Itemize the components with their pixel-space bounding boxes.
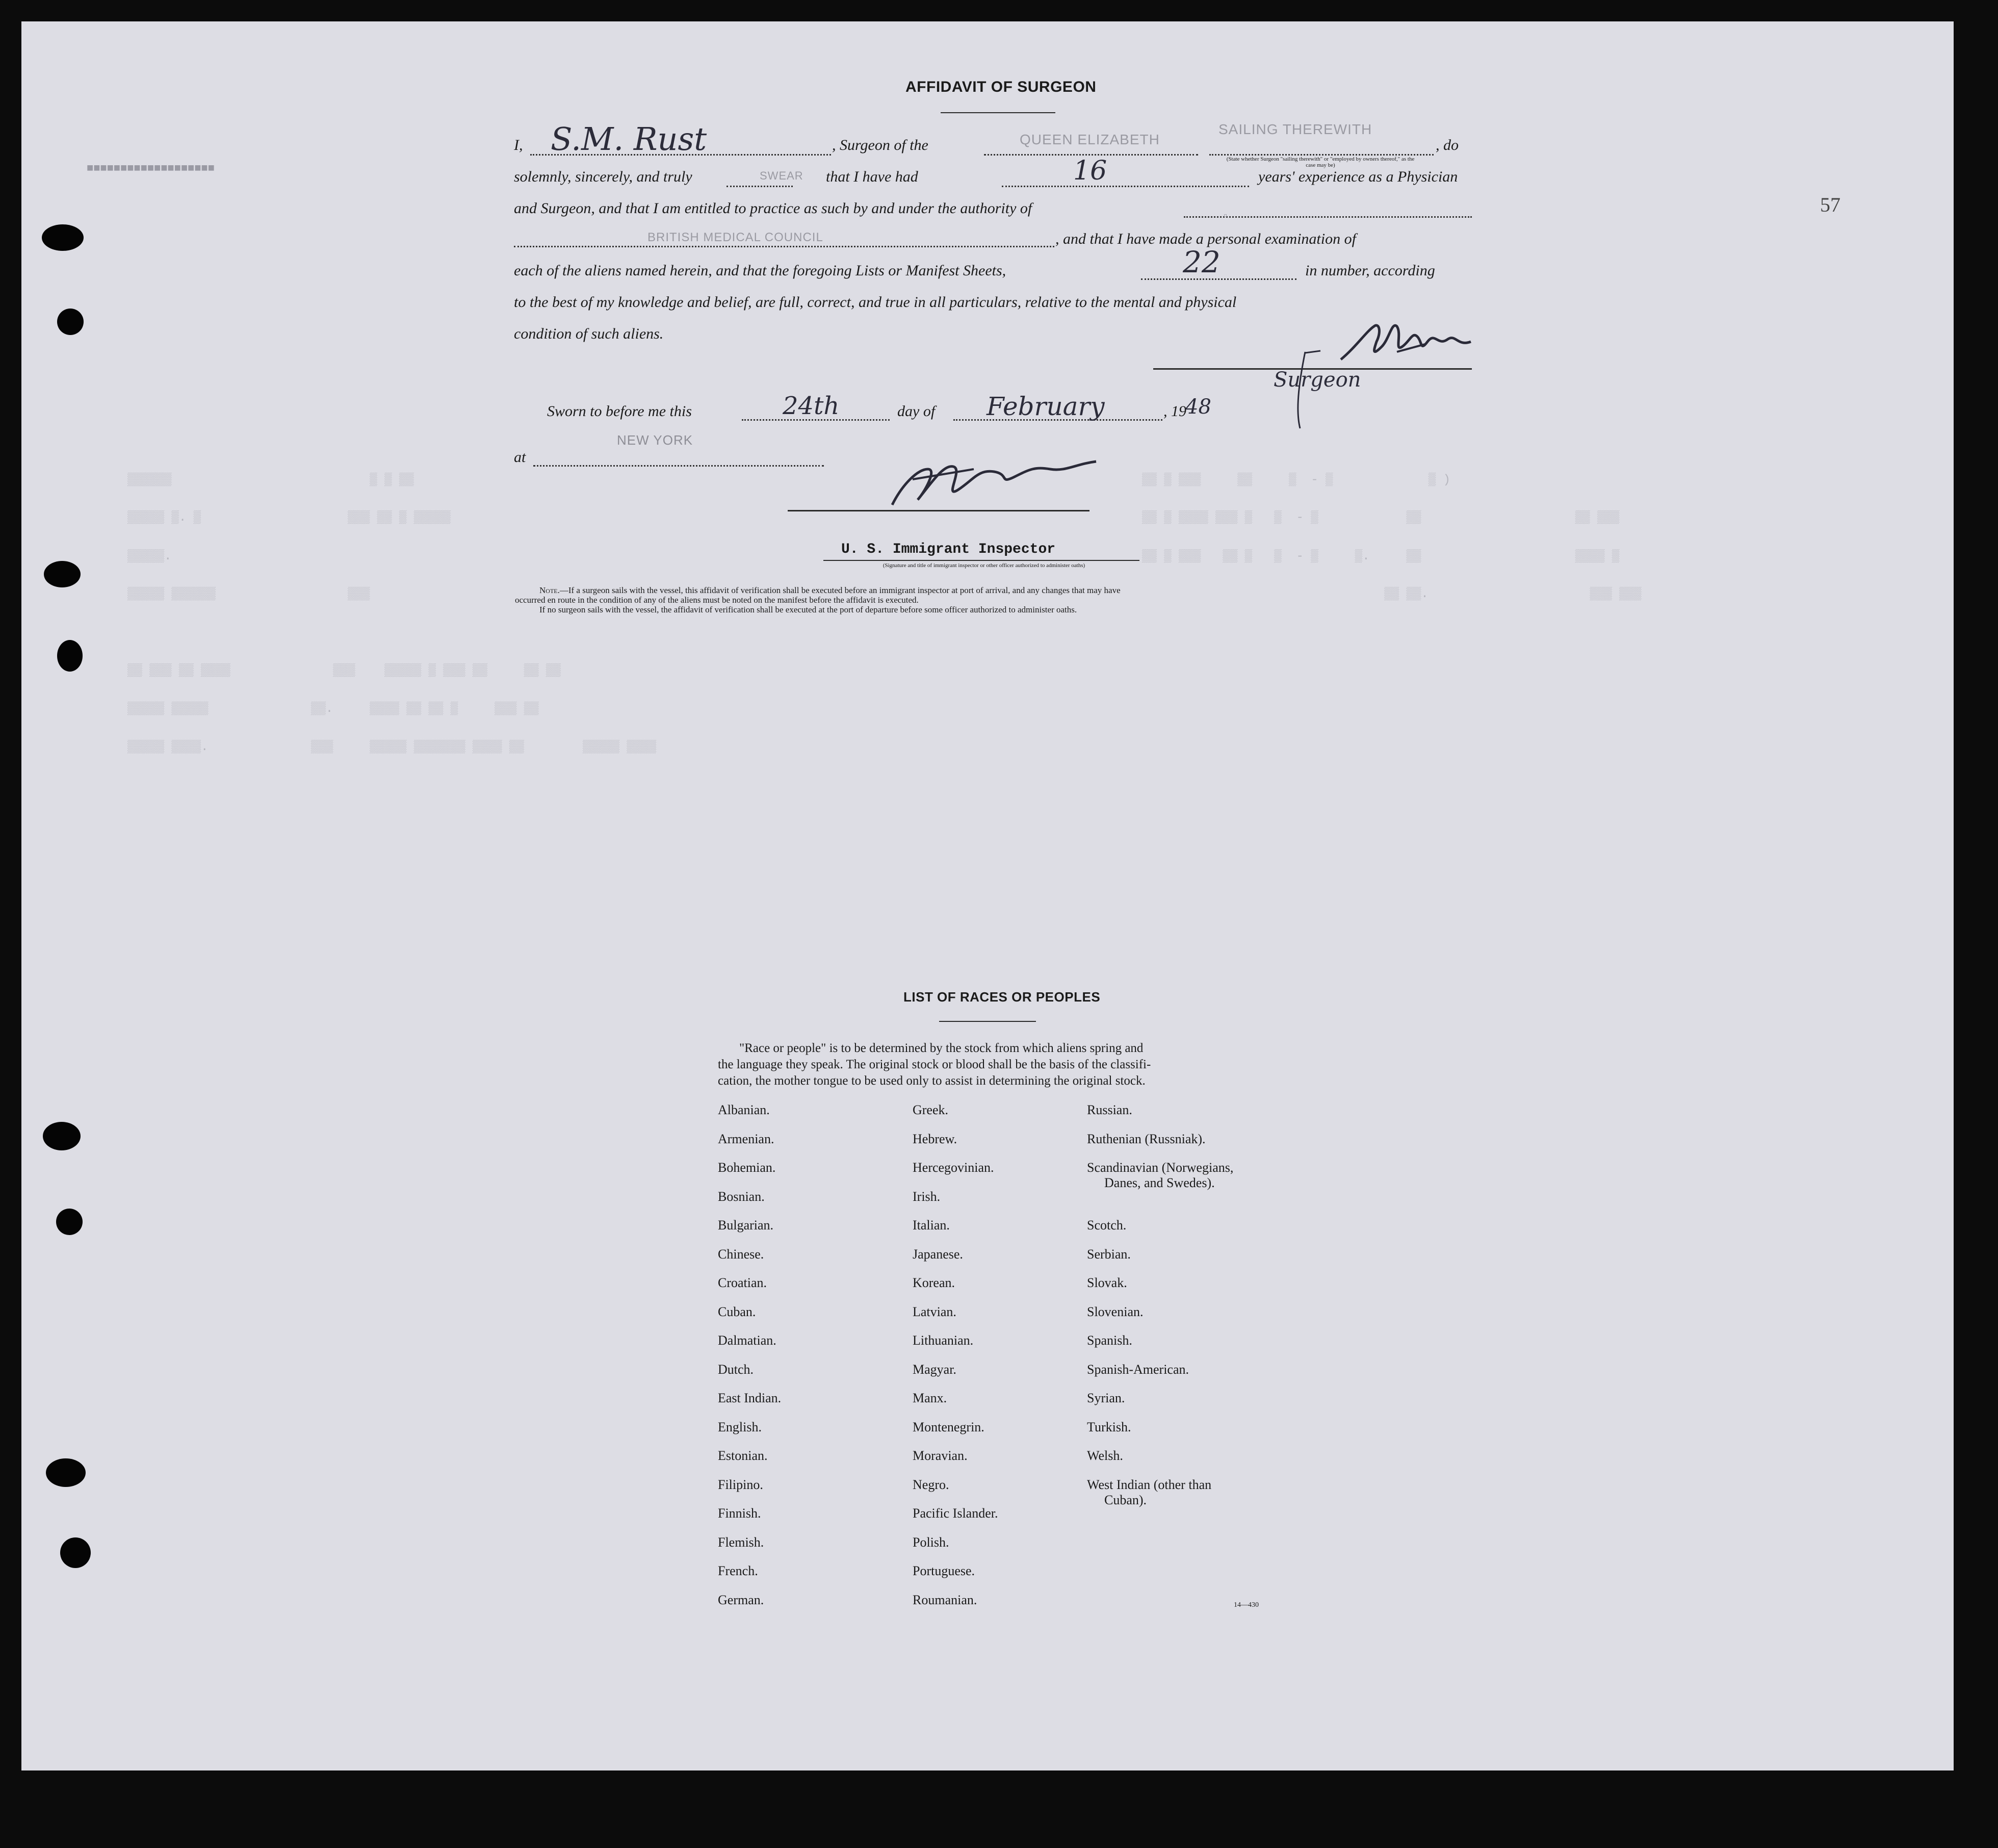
note-line-1 xyxy=(539,585,1121,595)
race-item: German. xyxy=(718,1592,764,1607)
race-item: Japanese. xyxy=(913,1246,963,1262)
year-handwritten: 48 xyxy=(1185,395,1211,419)
label-year-prefix: , 19 xyxy=(1163,403,1186,420)
label-do: , do xyxy=(1436,137,1459,153)
month-handwritten: February xyxy=(987,392,1105,421)
race-item: Hercegovinian. xyxy=(913,1160,994,1175)
inspector-signature xyxy=(882,449,1106,515)
race-item: Pacific Islander. xyxy=(913,1506,998,1521)
label-condition: condition of such aliens. xyxy=(514,325,664,342)
races-intro-1: "Race or people" is to be determined by the stock from which aliens spring and xyxy=(739,1041,1144,1055)
label-that-i-have-had: that I have had xyxy=(826,168,918,185)
race-item: Scandinavian (Norwegians, xyxy=(1087,1160,1234,1175)
race-item: Roumanian. xyxy=(913,1592,977,1607)
race-item: Spanish. xyxy=(1087,1333,1132,1348)
punch-hole xyxy=(46,1458,86,1487)
race-item: East Indian. xyxy=(718,1391,782,1405)
race-item: Armenian. xyxy=(718,1131,774,1146)
race-item: Danes, and Swedes). xyxy=(1104,1175,1215,1190)
bleed-stamp: ▫ xyxy=(1224,210,1228,221)
sailing-therewith-stamp: SAILING THEREWITH xyxy=(1218,121,1372,137)
title-underline xyxy=(941,112,1055,113)
race-item: Slovenian. xyxy=(1087,1304,1144,1319)
label-i: I, xyxy=(514,137,523,153)
note-label: Note. xyxy=(539,585,560,595)
bleed-through-row: ▒▒ ▒▒▒ ▒▒ ▒▒▒▒ ▒▒▒ ▒▒▒▒▒ ▒ ▒▒▒ ▒▒ ▒▒ ▒▒ xyxy=(127,664,561,678)
race-item: Portuguese. xyxy=(913,1563,975,1578)
punch-hole xyxy=(56,1209,83,1235)
race-item: Dutch. xyxy=(718,1362,754,1377)
bleed-through-row: ▒▒▒▒▒ ▒. ▒ ▒▒▒ ▒▒ ▒ ▒▒▒▒▒ xyxy=(127,511,451,525)
race-item: Welsh. xyxy=(1087,1448,1123,1463)
race-item: Dalmatian. xyxy=(718,1333,776,1348)
punch-hole xyxy=(57,309,84,335)
race-item: Ruthenian (Russniak). xyxy=(1087,1131,1206,1146)
race-item: Scotch. xyxy=(1087,1218,1127,1233)
race-item: Filipino. xyxy=(718,1477,763,1492)
inspector-caption-text: (Signature and title of immigrant inspector or other officer authorized to administer oaths) xyxy=(883,562,1085,569)
note-line-1-text: —If a surgeon sails with the vessel, this affidavit of verification shall be executed before an immigrant inspector at port of arrival, and any changes that may have xyxy=(559,585,1121,595)
label-surgeon-of-the: , Surgeon of the xyxy=(832,137,928,153)
inspector-signature-line xyxy=(788,510,1089,511)
race-item: Flemish. xyxy=(718,1534,764,1550)
sailing-field-line xyxy=(1209,154,1434,156)
races-title: LIST OF RACES OR PEOPLES xyxy=(903,989,1101,1005)
punch-hole xyxy=(57,640,83,672)
bleed-through-row: ▒▒ ▒ ▒▒▒▒ ▒▒▒ ▒ ▒ - ▒ ▒▒ ▒▒ ▒▒▒ xyxy=(1142,511,1620,525)
label-and-that: , and that I have made a personal examination of xyxy=(1055,230,1356,247)
swear-stamp: SWEAR xyxy=(760,169,803,182)
punch-hole xyxy=(60,1537,91,1568)
years-field-line xyxy=(1002,186,1249,187)
races-column-2 xyxy=(913,1102,998,1621)
race-item: Albanian. xyxy=(718,1102,770,1117)
surgeon-name-handwritten: S.M. Rust xyxy=(551,120,707,158)
note-line-3: If no surgeon sails with the vessel, the affidavit of verification shall be executed at the port of departure before some officer authorized to administer oaths. xyxy=(539,605,1077,614)
bleed-through-row: ▒▒ ▒ ▒▒▒ ▒▒ ▒ ▒ - ▒ ▒. ▒▒ ▒▒▒▒ ▒ xyxy=(1142,550,1620,563)
race-item: Turkish. xyxy=(1087,1419,1131,1434)
race-item: Russian. xyxy=(1087,1102,1132,1117)
race-item: Bulgarian. xyxy=(718,1218,774,1233)
label-day-of: day of xyxy=(897,403,936,420)
bleed-through-row: ▒▒▒▒▒▒ ▒ ▒ ▒▒ xyxy=(127,473,414,487)
race-item: Croatian. xyxy=(718,1275,767,1290)
race-item: Serbian. xyxy=(1087,1246,1131,1262)
label-solemnly: solemnly, sincerely, and truly xyxy=(514,168,692,185)
race-item: Bosnian. xyxy=(718,1189,765,1204)
bleed-through-row: ▒▒▒▒▒ ▒▒▒▒▒ ▒▒. ▒▒▒▒ ▒▒ ▒▒ ▒ ▒▒▒ ▒▒ xyxy=(127,702,539,716)
swear-field-line xyxy=(726,186,793,187)
race-item: Bohemian. xyxy=(718,1160,776,1175)
race-item: Montenegrin. xyxy=(913,1419,984,1434)
race-item: Irish. xyxy=(913,1189,941,1204)
race-item: Spanish-American. xyxy=(1087,1362,1189,1377)
race-item: Cuban. xyxy=(718,1304,756,1319)
race-item: Estonian. xyxy=(718,1448,768,1463)
label-authority: and Surgeon, and that I am entitled to practice as such by and under the authority of xyxy=(514,200,1032,217)
label-best-of-knowledge: to the best of my knowledge and belief, are full, correct, and true in all particulars, relative to the mental and physical xyxy=(514,294,1237,311)
race-item: Lithuanian. xyxy=(913,1333,974,1348)
surgeon-label-handwritten: Surgeon xyxy=(1274,368,1361,392)
races-intro-2: the language they speak. The original stock or blood shall be the basis of the classifi- xyxy=(718,1058,1151,1071)
races-column-3 xyxy=(1087,1102,1233,1521)
race-item: Polish. xyxy=(913,1534,949,1550)
race-item: Greek. xyxy=(913,1102,949,1117)
race-item: English. xyxy=(718,1419,762,1434)
punch-hole xyxy=(43,1122,81,1150)
label-years-experience: years' experience as a Physician xyxy=(1258,168,1458,185)
race-item: Italian. xyxy=(913,1218,950,1233)
label-sworn: Sworn to before me this xyxy=(547,403,692,420)
form-number: 14—430 xyxy=(1234,1601,1259,1609)
sheets-count-handwritten: 22 xyxy=(1183,245,1221,279)
race-item: Moravian. xyxy=(913,1448,968,1463)
races-column-1 xyxy=(718,1102,781,1621)
label-in-number: in number, according xyxy=(1305,262,1435,279)
label-at: at xyxy=(514,449,526,466)
years-count-handwritten: 16 xyxy=(1073,156,1107,186)
punch-hole xyxy=(44,561,81,587)
label-each-of: each of the aliens named herein, and that the foregoing Lists or Manifest Sheets, xyxy=(514,262,1006,279)
race-item: Manx. xyxy=(913,1391,947,1405)
surgeon-flourish xyxy=(1290,347,1356,433)
bleed-through-row: ▒▒ ▒▒. ▒▒▒ ▒▒▒ xyxy=(1142,587,1642,601)
bleed-through-row: ▒▒▒▒▒ ▒▒▒▒▒▒ ▒▒▒ xyxy=(127,587,370,601)
inspector-caption xyxy=(821,561,1147,571)
race-item: Syrian. xyxy=(1087,1391,1125,1405)
bleed-through-row: ▒▒▒▒▒ ▒▒▒▒. ▒▒▒ ▒▒▒▒▒ ▒▒▒▒▒▒▒ ▒▒▒▒ ▒▒ ▒▒▒▒▒ ▒▒▒▒ xyxy=(127,740,656,754)
bleed-through-row: ▒▒▒▒▒. xyxy=(127,550,172,563)
race-item: French. xyxy=(718,1563,758,1578)
place-field-line xyxy=(533,465,824,467)
race-item: Finnish. xyxy=(718,1506,761,1521)
state-whether-note xyxy=(1224,156,1417,168)
authority-stamp: BRITISH MEDICAL COUNCIL xyxy=(647,230,823,244)
races-intro-3: cation, the mother tongue to be used only to assist in determining the original stock. xyxy=(718,1074,1146,1088)
inspector-title: U. S. Immigrant Inspector xyxy=(841,542,1056,557)
bleed-through-row: ▒▒ ▒ ▒▒▒ ▒▒ ▒ - ▒ ▒ ) xyxy=(1142,473,1450,487)
race-item: Hebrew. xyxy=(913,1131,957,1146)
day-handwritten: 24th xyxy=(783,392,840,420)
affidavit-title: AFFIDAVIT OF SURGEON xyxy=(905,79,1097,95)
page-number: 57 xyxy=(1820,193,1840,216)
race-item: Negro. xyxy=(913,1477,949,1492)
race-item: Cuban). xyxy=(1104,1492,1147,1507)
ship-name-stamp: QUEEN ELIZABETH xyxy=(1020,132,1160,147)
note-line-2: occurred en route in the condition of any of the aliens must be noted on the manifest before the affidavit is executed. xyxy=(515,595,919,605)
race-item: Magyar. xyxy=(913,1362,956,1377)
race-item: Korean. xyxy=(913,1275,955,1290)
race-item: West Indian (other than xyxy=(1087,1477,1212,1492)
race-item: Slovak. xyxy=(1087,1275,1127,1290)
bleed-through-mark: ■■■■■■■■■■■■■■■■■■■ xyxy=(87,162,215,175)
place-stamp: NEW YORK xyxy=(617,432,693,448)
races-title-underline xyxy=(939,1021,1036,1022)
race-item: Chinese. xyxy=(718,1246,764,1262)
punch-hole xyxy=(42,224,84,251)
race-item: Latvian. xyxy=(913,1304,956,1319)
state-whether-note-text: (State whether Surgeon "sailing therewith" or "employed by owners thereof," as the case may be) xyxy=(1226,156,1415,168)
authority-value-line xyxy=(514,246,1054,247)
